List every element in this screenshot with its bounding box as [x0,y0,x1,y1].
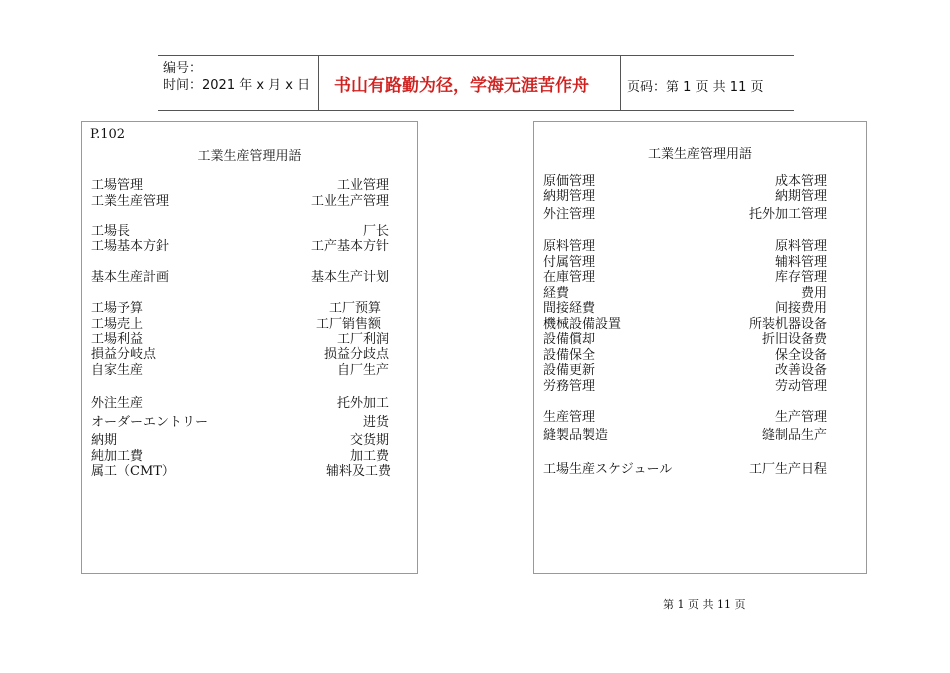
term-cn: 托外加工 [336,396,389,411]
page-info: 页码：第 1 页 共 11 页 [627,80,764,95]
term-row [91,363,389,379]
term-row [543,428,827,444]
code-label: 编号： [163,61,203,76]
term-row [91,301,389,317]
term-cn: 工产基本方针 [310,239,389,254]
term-row [543,410,827,426]
term-row [543,270,827,286]
term-cn: 间接费用 [774,301,827,316]
term-jp: 外注管理 [543,207,596,222]
header-top-rule [158,55,794,56]
term-cn: 进货 [362,415,389,430]
header-bottom-rule [158,110,794,111]
term-cn: 保全设备 [774,348,827,363]
left-panel-title: 工業生産管理用語 [197,149,302,164]
page-footer: 第 1 页 共 11 页 [663,598,746,611]
term-jp: 生産管理 [543,410,596,425]
term-cn: 加工费 [349,449,389,464]
term-row [91,317,389,333]
term-jp: 工場管理 [91,178,144,193]
term-jp: 基本生産計画 [91,270,170,285]
term-jp: 純加工費 [91,449,144,464]
term-jp: 設備償却 [543,332,596,347]
term-row [543,189,827,205]
term-cn: 生产管理 [774,410,827,425]
term-jp: 原価管理 [543,174,596,189]
header-divider-left [318,55,319,110]
term-row [543,255,827,271]
term-jp: 工場売上 [91,317,144,332]
term-jp: 工場基本方針 [91,239,170,254]
term-jp: 機械設備設置 [543,317,622,332]
term-row [91,224,389,240]
term-cn: 辅料管理 [774,255,827,270]
term-row [543,363,827,379]
term-cn: 工厂销售额 [315,317,381,332]
term-row [91,347,389,363]
term-cn: 辅料及工费 [325,464,391,479]
term-jp: 外注生産 [91,396,144,411]
term-row [543,239,827,255]
term-row [543,174,827,190]
term-cn: 折旧设备费 [761,332,827,347]
term-row [91,270,389,286]
right-panel-title: 工業生産管理用語 [647,147,752,162]
term-row [91,239,389,255]
motto-banner: 书山有路勤为径，学海无涯苦作舟 [334,76,589,96]
term-cn: 库存管理 [774,270,827,285]
term-jp: 工場予算 [91,301,144,316]
term-jp: 設備保全 [543,348,596,363]
term-cn: 厂长 [362,224,389,239]
term-row [543,379,827,395]
term-cn: 所装机器设备 [748,317,827,332]
term-cn: 原料管理 [774,239,827,254]
term-jp: 縫製品製造 [543,428,609,443]
term-row [543,332,827,348]
term-jp: 納期管理 [543,189,596,204]
term-row [543,348,827,364]
term-cn: 納期管理 [774,189,827,204]
term-cn: 缝制品生产 [761,428,827,443]
term-cn: 费用 [800,286,827,301]
term-row [91,178,389,194]
term-row [543,317,827,333]
term-cn: 基本生产计划 [310,270,389,285]
term-cn: 工厂预算 [328,301,381,316]
time-label: 时间：2021 年 x 月 x 日 [163,78,311,93]
right-term-panel [533,121,867,574]
term-row [91,396,389,412]
term-jp: 間接経費 [543,301,596,316]
term-row [91,433,389,449]
term-cn: 改善设备 [774,363,827,378]
term-jp: 設備更新 [543,363,596,378]
page-number: P.102 [90,127,126,142]
term-cn: 工业管理 [336,178,389,193]
term-jp: 経費 [543,286,570,301]
term-cn: 自厂生产 [336,363,389,378]
term-jp: 工場長 [91,224,131,239]
term-cn: 损益分歧点 [323,347,389,362]
term-cn: 工厂利润 [336,332,389,347]
term-row [91,464,389,480]
term-jp: 工場生産スケジュール [543,462,673,477]
header-divider-right [620,55,621,110]
term-row [543,286,827,302]
term-jp: 自家生産 [91,363,144,378]
term-row [91,449,389,465]
term-jp: 工業生産管理 [91,194,170,209]
term-jp: 労務管理 [543,379,596,394]
left-term-panel [81,121,418,574]
term-jp: 在庫管理 [543,270,596,285]
term-row [543,301,827,317]
term-jp: 原料管理 [543,239,596,254]
term-row [91,194,389,210]
term-row [543,462,827,478]
term-jp: 付属管理 [543,255,596,270]
term-jp: 納期 [91,433,118,448]
term-jp: 損益分岐点 [91,347,157,362]
term-jp: 属工（CMT） [91,464,175,479]
term-row [543,207,827,223]
term-cn: 托外加工管理 [748,207,827,222]
term-cn: 成本管理 [774,174,827,189]
term-jp: オーダーエントリー [91,415,209,430]
term-cn: 工厂生产日程 [748,462,827,477]
term-row [91,415,389,431]
term-cn: 工业生产管理 [310,194,389,209]
term-row [91,332,389,348]
term-cn: 交货期 [349,433,389,448]
term-cn: 劳动管理 [774,379,827,394]
term-jp: 工場利益 [91,332,144,347]
